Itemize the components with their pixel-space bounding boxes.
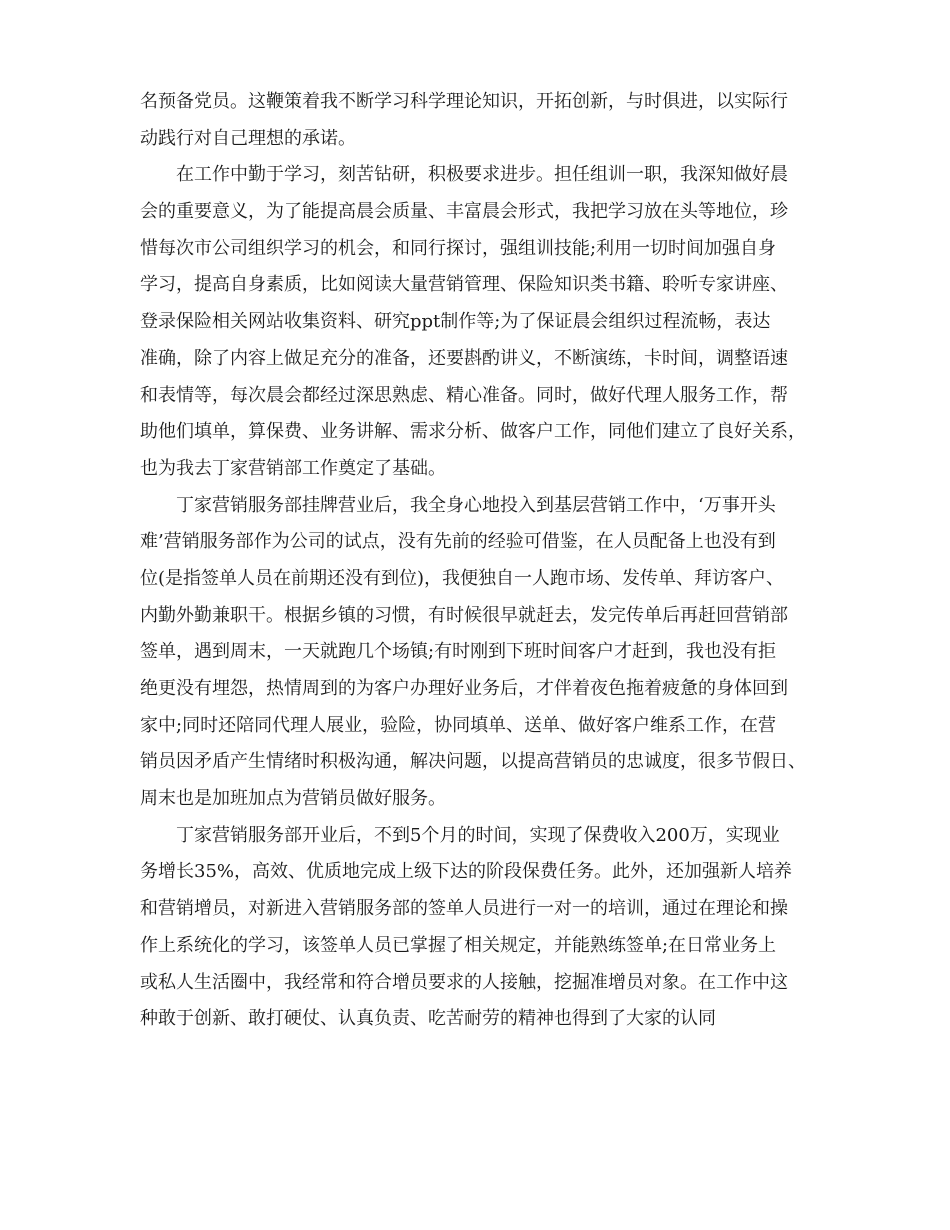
text-line: 和营销增员，对新进入营销服务部的签单人员进行一对一的培训，通过在理论和操 xyxy=(140,898,788,920)
text-line: 动践行对自己理想的承诺。 xyxy=(140,127,356,149)
text-line: 位(是指签单人员在前期还没有到位)，我便独自一人跑市场、发传单、拜访客户、 xyxy=(140,567,785,589)
text-line: 务增长35%，高效、优质地完成上级下达的阶段保费任务。此外，还加强新人培养 xyxy=(140,861,793,883)
text-line: 也为我去丁家营销部工作奠定了基础。 xyxy=(140,457,446,479)
text-line: 登录保险相关网站收集资料、研究ppt制作等;为了保证晨会组织过程流畅，表达 xyxy=(140,311,771,333)
text-line: 种敢于创新、敢打硬仗、认真负责、吃苦耐劳的精神也得到了大家的认同 xyxy=(140,1008,716,1030)
text-line: 难’营销服务部作为公司的试点，没有先前的经验可借鉴，在人员配备上也没有到 xyxy=(140,531,776,553)
paragraph-start-line: 丁家营销服务部挂牌营业后，我全身心地投入到基层营销工作中，‘万事开头 xyxy=(176,494,776,516)
text-line: 准确，除了内容上做足充分的准备，还要斟酌讲义，不断演练，卡时间，调整语速 xyxy=(140,347,788,369)
text-line: 名预备党员。这鞭策着我不断学习科学理论知识，开拓创新，与时俱进，以实际行 xyxy=(140,91,788,112)
text-line: 或私人生活圈中，我经常和符合增员要求的人接触，挖掘准增员对象。在工作中这 xyxy=(140,971,788,993)
text-line: 内勤外勤兼职干。根据乡镇的习惯，有时候很早就赶去，发完传单后再赶回营销部 xyxy=(140,604,788,626)
text-line: 助他们填单，算保费、业务讲解、需求分析、做客户工作，同他们建立了良好关系， xyxy=(140,421,806,443)
text-line: 会的重要意义，为了能提高晨会质量、丰富晨会形式，我把学习放在头等地位，珍 xyxy=(140,201,788,223)
paragraph-start-line: 在工作中勤于学习，刻苦钻研，积极要求进步。担任组训一职，我深知做好晨 xyxy=(176,164,788,186)
text-line: 绝更没有埋怨，热情周到的为客户办理好业务后，才伴着夜色拖着疲惫的身体回到 xyxy=(140,678,788,699)
document-body xyxy=(140,84,824,1038)
text-line: 和表情等，每次晨会都经过深思熟虑、精心准备。同时，做好代理人服务工作，帮 xyxy=(140,384,788,406)
text-line: 签单，遇到周末，一天就跑几个场镇;有时刚到下班时间客户才赶到，我也没有拒 xyxy=(140,641,777,663)
paragraph-start-line: 丁家营销服务部开业后，不到5个月的时间，实现了保费收入200万，实现业 xyxy=(176,824,780,846)
text-line: 销员因矛盾产生情绪时积极沟通，解决问题，以提高营销员的忠诚度，很多节假日、 xyxy=(140,751,806,773)
text-line: 周末也是加班加点为营销员做好服务。 xyxy=(140,788,446,810)
text-line: 惜每次市公司组织学习的机会，和同行探讨，强组训技能;利用一切时间加强自身 xyxy=(140,237,777,259)
text-line: 学习，提高自身素质，比如阅读大量营销管理、保险知识类书籍、聆听专家讲座、 xyxy=(140,274,788,296)
text-line: 家中;同时还陪同代理人展业，验险，协同填单、送单、做好客户维系工作，在营 xyxy=(140,714,777,736)
text-line: 作上系统化的学习，该签单人员已掌握了相关规定，并能熟练签单;在日常业务上 xyxy=(140,934,777,956)
